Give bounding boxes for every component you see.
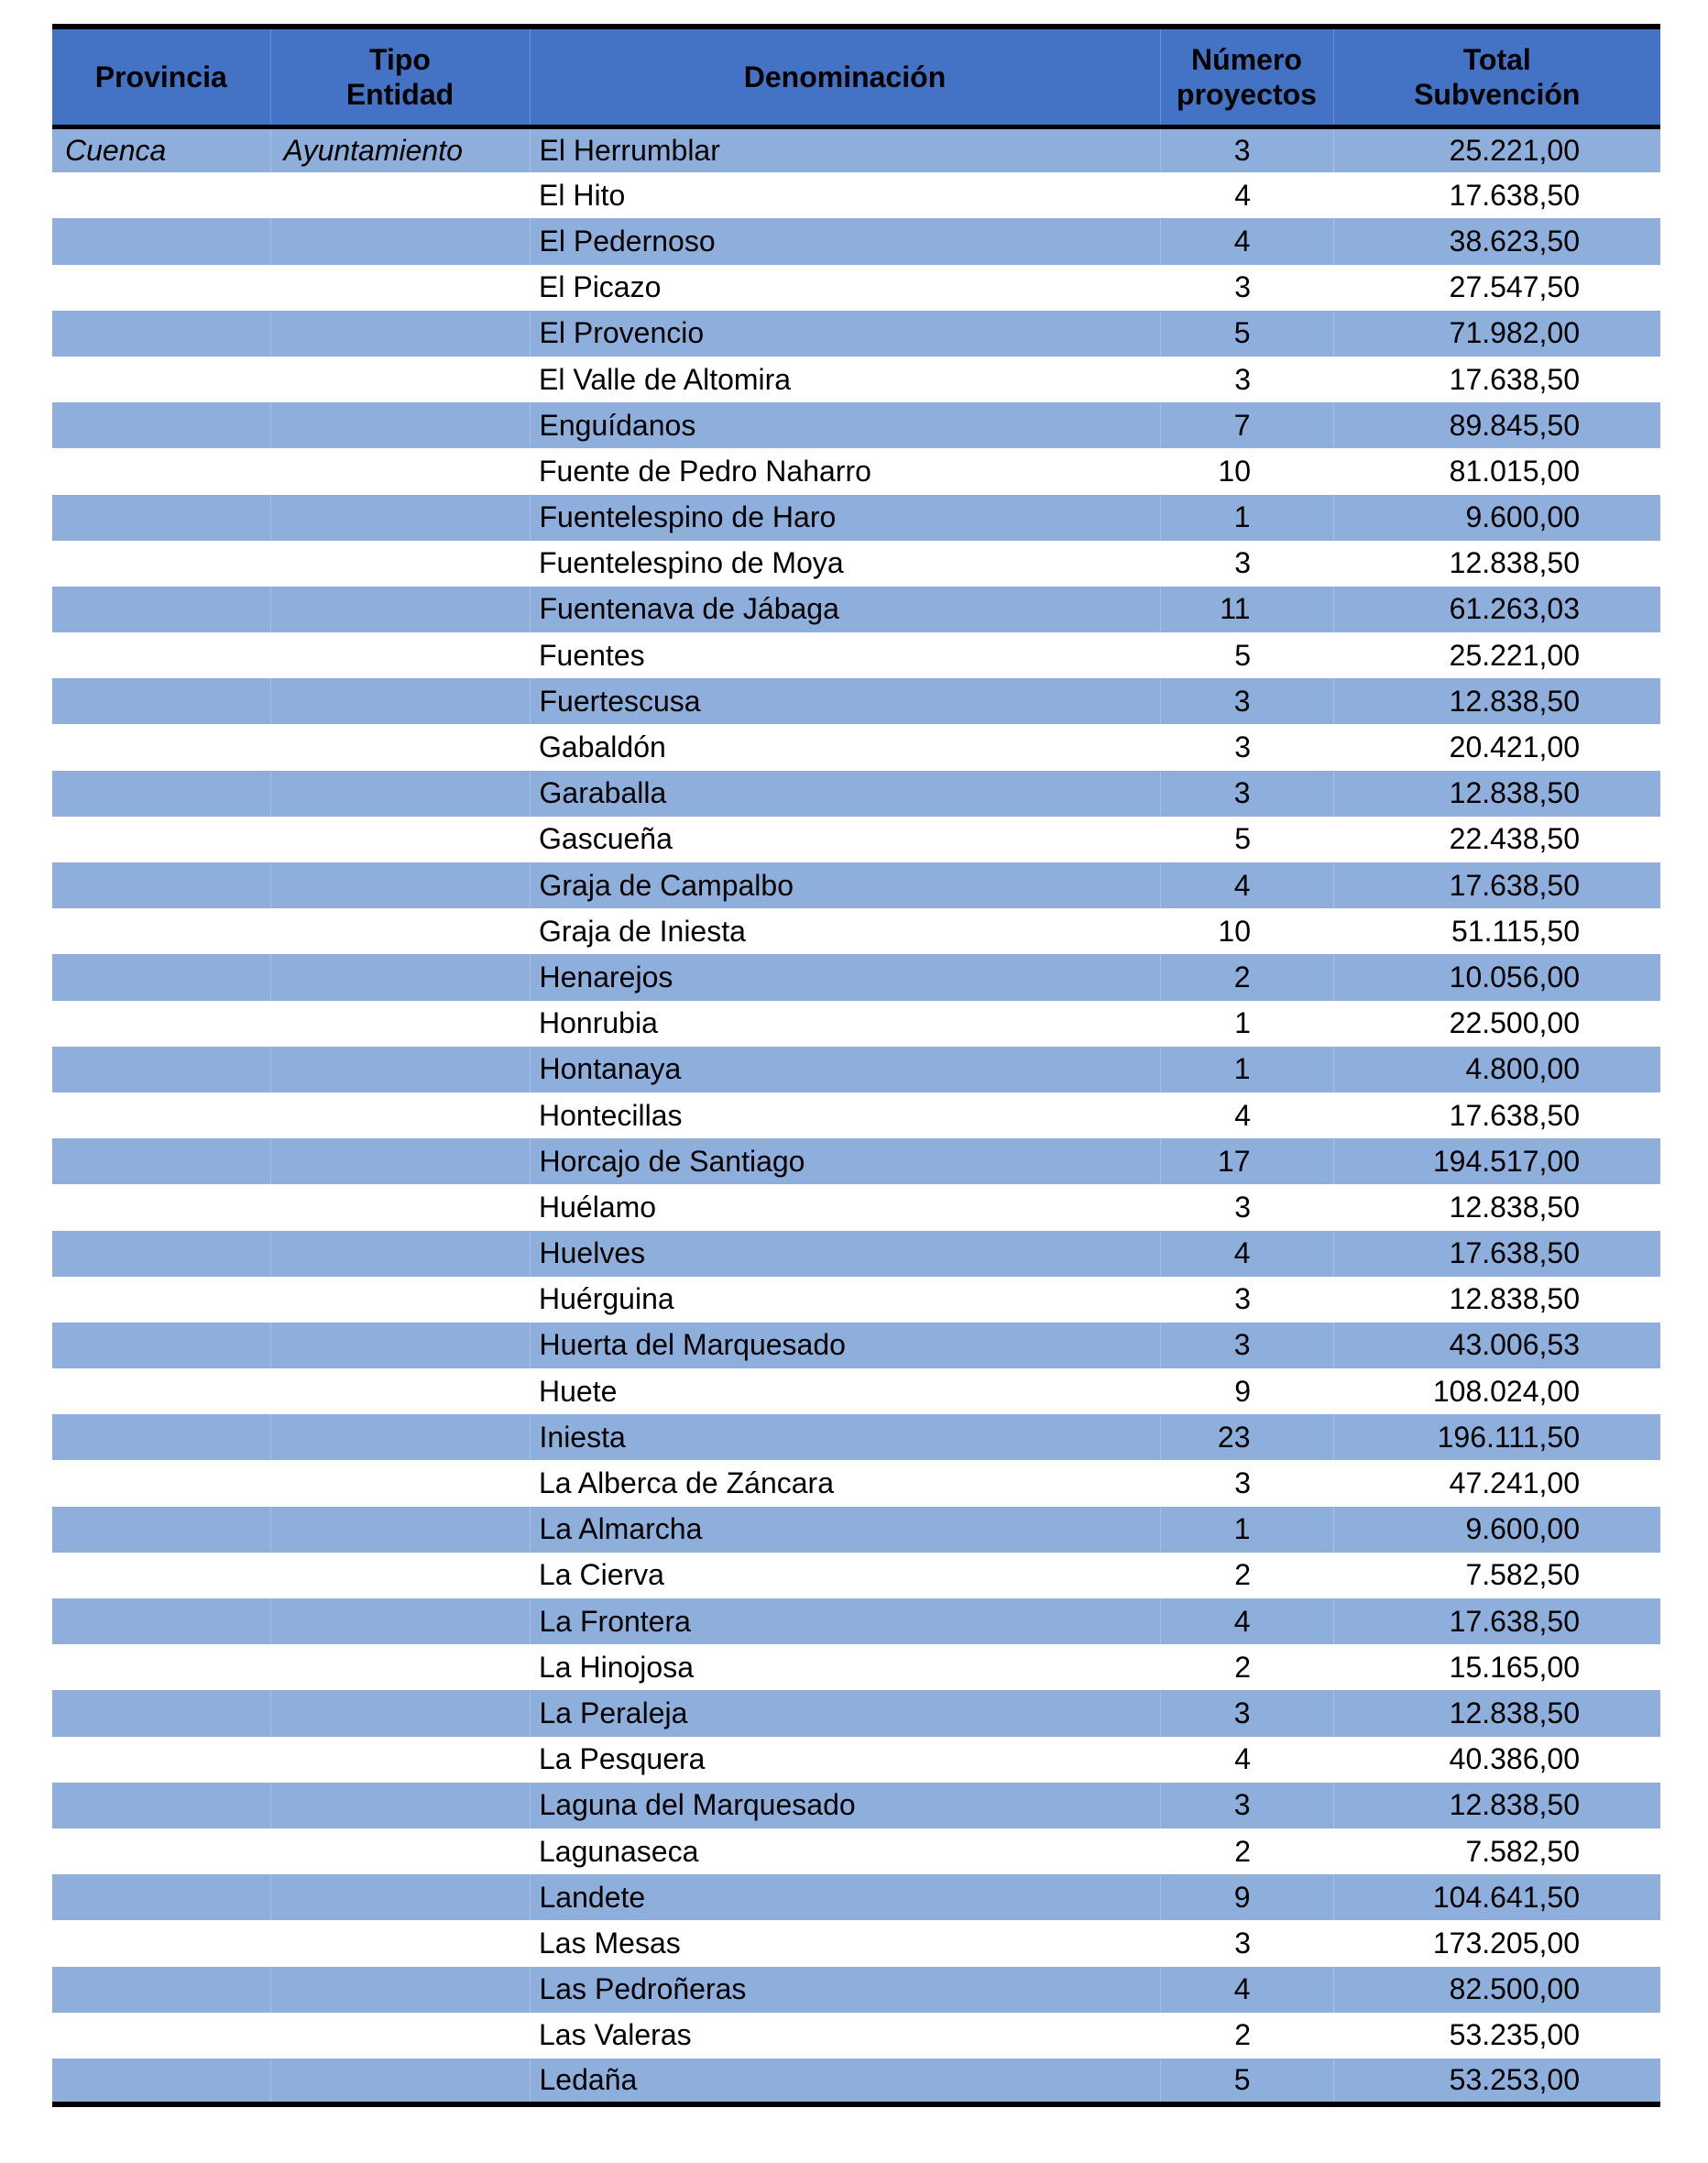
table-row — [52, 448, 1660, 494]
table-row — [52, 541, 1660, 587]
cell-tipo-entidad — [270, 402, 530, 448]
cell-total-subvencion: 7.582,50 — [1333, 1553, 1660, 1598]
cell-numero-proyectos: 4 — [1160, 1598, 1333, 1644]
table-row — [52, 1828, 1660, 1874]
cell-total-subvencion: 173.205,00 — [1333, 1920, 1660, 1966]
cell-tipo-entidad — [270, 311, 530, 357]
cell-tipo-entidad — [270, 724, 530, 770]
cell-denominacion: Las Valeras — [530, 2013, 1160, 2059]
cell-denominacion: La Peraleja — [530, 1690, 1160, 1736]
cell-numero-proyectos: 1 — [1160, 495, 1333, 541]
cell-provincia — [52, 954, 270, 1000]
cell-total-subvencion: 4.800,00 — [1333, 1047, 1660, 1092]
cell-provincia — [52, 1277, 270, 1323]
cell-numero-proyectos: 2 — [1160, 1553, 1333, 1598]
cell-tipo-entidad — [270, 1783, 530, 1828]
table-row — [52, 678, 1660, 724]
cell-provincia — [52, 1138, 270, 1184]
cell-total-subvencion: 43.006,53 — [1333, 1323, 1660, 1368]
table-row — [52, 1368, 1660, 1414]
cell-denominacion: Gascueña — [530, 817, 1160, 862]
cell-denominacion: Huete — [530, 1368, 1160, 1414]
table-row — [52, 1783, 1660, 1828]
table-row — [52, 1644, 1660, 1690]
cell-provincia — [52, 495, 270, 541]
table-row — [52, 172, 1660, 218]
cell-total-subvencion: 17.638,50 — [1333, 172, 1660, 218]
cell-total-subvencion: 9.600,00 — [1333, 1507, 1660, 1553]
cell-denominacion: La Almarcha — [530, 1507, 1160, 1553]
cell-tipo-entidad — [270, 1231, 530, 1277]
table-row — [52, 1507, 1660, 1553]
cell-numero-proyectos: 4 — [1160, 218, 1333, 264]
cell-tipo-entidad — [270, 172, 530, 218]
cell-provincia — [52, 587, 270, 632]
cell-denominacion: La Hinojosa — [530, 1644, 1160, 1690]
table-row — [52, 817, 1660, 862]
cell-provincia — [52, 1967, 270, 2013]
table-row — [52, 1690, 1660, 1736]
cell-numero-proyectos: 3 — [1160, 1920, 1333, 1966]
table-row — [52, 1231, 1660, 1277]
cell-numero-proyectos: 4 — [1160, 172, 1333, 218]
header-row — [52, 27, 1660, 126]
cell-total-subvencion: 81.015,00 — [1333, 448, 1660, 494]
table-row — [52, 1553, 1660, 1598]
cell-provincia — [52, 724, 270, 770]
cell-denominacion: Enguídanos — [530, 402, 1160, 448]
cell-total-subvencion: 38.623,50 — [1333, 218, 1660, 264]
cell-provincia — [52, 1920, 270, 1966]
subvenciones-table — [52, 24, 1660, 2107]
cell-total-subvencion: 17.638,50 — [1333, 1598, 1660, 1644]
cell-total-subvencion: 25.221,00 — [1333, 632, 1660, 678]
cell-provincia — [52, 632, 270, 678]
cell-tipo-entidad — [270, 1553, 530, 1598]
table-row — [52, 1047, 1660, 1092]
cell-provincia — [52, 862, 270, 908]
cell-numero-proyectos: 3 — [1160, 1184, 1333, 1230]
header-numero-proyectos: Número proyectos — [1160, 27, 1333, 126]
table-row — [52, 2059, 1660, 2104]
cell-numero-proyectos: 5 — [1160, 817, 1333, 862]
table-body — [52, 126, 1660, 2104]
cell-denominacion: Las Mesas — [530, 1920, 1160, 1966]
cell-total-subvencion: 17.638,50 — [1333, 357, 1660, 402]
cell-denominacion: Honrubia — [530, 1001, 1160, 1047]
cell-denominacion: Henarejos — [530, 954, 1160, 1000]
cell-tipo-entidad — [270, 1598, 530, 1644]
cell-provincia — [52, 1828, 270, 1874]
cell-tipo-entidad — [270, 1874, 530, 1920]
cell-numero-proyectos: 3 — [1160, 724, 1333, 770]
cell-tipo-entidad — [270, 1323, 530, 1368]
cell-tipo-entidad — [270, 265, 530, 311]
cell-tipo-entidad — [270, 1920, 530, 1966]
cell-denominacion: Fuente de Pedro Naharro — [530, 448, 1160, 494]
cell-tipo-entidad — [270, 357, 530, 402]
cell-total-subvencion: 12.838,50 — [1333, 1277, 1660, 1323]
cell-denominacion: Iniesta — [530, 1414, 1160, 1460]
cell-denominacion: Huélamo — [530, 1184, 1160, 1230]
table-row — [52, 311, 1660, 357]
cell-numero-proyectos: 3 — [1160, 1277, 1333, 1323]
cell-tipo-entidad — [270, 1047, 530, 1092]
cell-tipo-entidad — [270, 2059, 530, 2104]
table-row — [52, 1874, 1660, 1920]
cell-denominacion: Hontanaya — [530, 1047, 1160, 1092]
cell-numero-proyectos: 3 — [1160, 126, 1333, 172]
cell-tipo-entidad — [270, 541, 530, 587]
cell-numero-proyectos: 3 — [1160, 357, 1333, 402]
cell-total-subvencion: 10.056,00 — [1333, 954, 1660, 1000]
table-row — [52, 908, 1660, 954]
cell-total-subvencion: 22.438,50 — [1333, 817, 1660, 862]
cell-numero-proyectos: 4 — [1160, 1231, 1333, 1277]
cell-provincia — [52, 1598, 270, 1644]
table-row — [52, 587, 1660, 632]
table-row — [52, 265, 1660, 311]
cell-provincia — [52, 678, 270, 724]
cell-total-subvencion: 108.024,00 — [1333, 1368, 1660, 1414]
cell-denominacion: Huerta del Marquesado — [530, 1323, 1160, 1368]
cell-tipo-entidad — [270, 1507, 530, 1553]
cell-denominacion: Las Pedroñeras — [530, 1967, 1160, 2013]
cell-numero-proyectos: 23 — [1160, 1414, 1333, 1460]
cell-provincia — [52, 1553, 270, 1598]
table-row — [52, 1598, 1660, 1644]
cell-numero-proyectos: 9 — [1160, 1368, 1333, 1414]
cell-provincia — [52, 1507, 270, 1553]
cell-tipo-entidad — [270, 1138, 530, 1184]
cell-numero-proyectos: 5 — [1160, 2059, 1333, 2104]
cell-denominacion: Fuentes — [530, 632, 1160, 678]
cell-tipo-entidad: Ayuntamiento — [270, 126, 530, 172]
cell-provincia — [52, 2013, 270, 2059]
cell-total-subvencion: 12.838,50 — [1333, 541, 1660, 587]
cell-tipo-entidad — [270, 1737, 530, 1783]
cell-numero-proyectos: 1 — [1160, 1047, 1333, 1092]
cell-provincia — [52, 172, 270, 218]
cell-provincia — [52, 1737, 270, 1783]
table-row — [52, 218, 1660, 264]
header-denominacion: Denominación — [530, 27, 1160, 126]
cell-denominacion: El Valle de Altomira — [530, 357, 1160, 402]
cell-tipo-entidad — [270, 587, 530, 632]
cell-denominacion: El Picazo — [530, 265, 1160, 311]
table-row — [52, 1460, 1660, 1506]
cell-denominacion: Hontecillas — [530, 1092, 1160, 1138]
cell-provincia — [52, 1368, 270, 1414]
cell-total-subvencion: 53.235,00 — [1333, 2013, 1660, 2059]
cell-total-subvencion: 104.641,50 — [1333, 1874, 1660, 1920]
cell-provincia — [52, 817, 270, 862]
cell-total-subvencion: 53.253,00 — [1333, 2059, 1660, 2104]
cell-tipo-entidad — [270, 495, 530, 541]
cell-total-subvencion: 82.500,00 — [1333, 1967, 1660, 2013]
cell-numero-proyectos: 3 — [1160, 1690, 1333, 1736]
cell-tipo-entidad — [270, 1092, 530, 1138]
cell-denominacion: Gabaldón — [530, 724, 1160, 770]
cell-denominacion: Fuentenava de Jábaga — [530, 587, 1160, 632]
cell-tipo-entidad — [270, 954, 530, 1000]
cell-denominacion: La Pesquera — [530, 1737, 1160, 1783]
cell-denominacion: Fuentelespino de Haro — [530, 495, 1160, 541]
cell-tipo-entidad — [270, 908, 530, 954]
cell-denominacion: Fuentelespino de Moya — [530, 541, 1160, 587]
cell-total-subvencion: 12.838,50 — [1333, 771, 1660, 817]
cell-provincia — [52, 1783, 270, 1828]
cell-denominacion: El Provencio — [530, 311, 1160, 357]
cell-provincia — [52, 1184, 270, 1230]
cell-total-subvencion: 71.982,00 — [1333, 311, 1660, 357]
cell-numero-proyectos: 1 — [1160, 1001, 1333, 1047]
cell-denominacion: Laguna del Marquesado — [530, 1783, 1160, 1828]
cell-provincia — [52, 1874, 270, 1920]
cell-numero-proyectos: 3 — [1160, 1323, 1333, 1368]
cell-denominacion: Lagunaseca — [530, 1828, 1160, 1874]
cell-total-subvencion: 22.500,00 — [1333, 1001, 1660, 1047]
cell-provincia — [52, 402, 270, 448]
cell-numero-proyectos: 10 — [1160, 448, 1333, 494]
table-row — [52, 2013, 1660, 2059]
table-row — [52, 1277, 1660, 1323]
cell-total-subvencion: 89.845,50 — [1333, 402, 1660, 448]
cell-numero-proyectos: 7 — [1160, 402, 1333, 448]
header-total-subvencion: Total Subvención — [1333, 27, 1660, 126]
cell-tipo-entidad — [270, 1277, 530, 1323]
cell-tipo-entidad — [270, 1001, 530, 1047]
cell-denominacion: Horcajo de Santiago — [530, 1138, 1160, 1184]
cell-numero-proyectos: 5 — [1160, 632, 1333, 678]
cell-denominacion: El Hito — [530, 172, 1160, 218]
cell-total-subvencion: 12.838,50 — [1333, 678, 1660, 724]
table-row — [52, 495, 1660, 541]
table-row — [52, 357, 1660, 402]
cell-numero-proyectos: 3 — [1160, 1783, 1333, 1828]
table-row — [52, 954, 1660, 1000]
cell-total-subvencion: 15.165,00 — [1333, 1644, 1660, 1690]
cell-tipo-entidad — [270, 1414, 530, 1460]
table-row — [52, 1138, 1660, 1184]
cell-numero-proyectos: 2 — [1160, 2013, 1333, 2059]
cell-denominacion: Graja de Campalbo — [530, 862, 1160, 908]
table-row — [52, 1737, 1660, 1783]
cell-provincia — [52, 541, 270, 587]
cell-provincia — [52, 771, 270, 817]
cell-total-subvencion: 17.638,50 — [1333, 862, 1660, 908]
cell-numero-proyectos: 4 — [1160, 1737, 1333, 1783]
cell-provincia — [52, 908, 270, 954]
cell-denominacion: La Frontera — [530, 1598, 1160, 1644]
cell-provincia: Cuenca — [52, 126, 270, 172]
table-row — [52, 402, 1660, 448]
cell-total-subvencion: 47.241,00 — [1333, 1460, 1660, 1506]
cell-tipo-entidad — [270, 218, 530, 264]
cell-denominacion: Garaballa — [530, 771, 1160, 817]
cell-total-subvencion: 61.263,03 — [1333, 587, 1660, 632]
cell-total-subvencion: 25.221,00 — [1333, 126, 1660, 172]
cell-denominacion: Graja de Iniesta — [530, 908, 1160, 954]
cell-provincia — [52, 1047, 270, 1092]
cell-provincia — [52, 448, 270, 494]
cell-numero-proyectos: 3 — [1160, 678, 1333, 724]
cell-provincia — [52, 1001, 270, 1047]
cell-tipo-entidad — [270, 632, 530, 678]
cell-denominacion: El Pedernoso — [530, 218, 1160, 264]
cell-tipo-entidad — [270, 448, 530, 494]
cell-provincia — [52, 1092, 270, 1138]
cell-tipo-entidad — [270, 2013, 530, 2059]
cell-numero-proyectos: 11 — [1160, 587, 1333, 632]
cell-numero-proyectos: 4 — [1160, 862, 1333, 908]
cell-numero-proyectos: 10 — [1160, 908, 1333, 954]
cell-numero-proyectos: 2 — [1160, 1828, 1333, 1874]
cell-total-subvencion: 51.115,50 — [1333, 908, 1660, 954]
cell-numero-proyectos: 2 — [1160, 1644, 1333, 1690]
cell-tipo-entidad — [270, 1690, 530, 1736]
cell-total-subvencion: 12.838,50 — [1333, 1690, 1660, 1736]
cell-total-subvencion: 9.600,00 — [1333, 495, 1660, 541]
cell-numero-proyectos: 5 — [1160, 311, 1333, 357]
cell-denominacion: La Cierva — [530, 1553, 1160, 1598]
cell-numero-proyectos: 17 — [1160, 1138, 1333, 1184]
cell-numero-proyectos: 1 — [1160, 1507, 1333, 1553]
cell-numero-proyectos: 4 — [1160, 1092, 1333, 1138]
cell-provincia — [52, 2059, 270, 2104]
cell-provincia — [52, 1644, 270, 1690]
cell-denominacion: El Herrumblar — [530, 126, 1160, 172]
cell-provincia — [52, 218, 270, 264]
table-row — [52, 1967, 1660, 2013]
table-row — [52, 1414, 1660, 1460]
cell-provincia — [52, 357, 270, 402]
table-row — [52, 1184, 1660, 1230]
header-tipo-entidad: Tipo Entidad — [270, 27, 530, 126]
cell-total-subvencion: 40.386,00 — [1333, 1737, 1660, 1783]
cell-numero-proyectos: 2 — [1160, 954, 1333, 1000]
cell-provincia — [52, 1460, 270, 1506]
table-row — [52, 862, 1660, 908]
cell-tipo-entidad — [270, 1828, 530, 1874]
cell-total-subvencion: 17.638,50 — [1333, 1092, 1660, 1138]
cell-numero-proyectos: 4 — [1160, 1967, 1333, 2013]
cell-tipo-entidad — [270, 1184, 530, 1230]
cell-denominacion: Huérguina — [530, 1277, 1160, 1323]
cell-tipo-entidad — [270, 862, 530, 908]
cell-total-subvencion: 12.838,50 — [1333, 1783, 1660, 1828]
table-row — [52, 632, 1660, 678]
cell-numero-proyectos: 3 — [1160, 771, 1333, 817]
cell-tipo-entidad — [270, 678, 530, 724]
table-row — [52, 1092, 1660, 1138]
cell-tipo-entidad — [270, 771, 530, 817]
cell-numero-proyectos: 3 — [1160, 265, 1333, 311]
cell-denominacion: La Alberca de Záncara — [530, 1460, 1160, 1506]
cell-provincia — [52, 1690, 270, 1736]
table-row — [52, 126, 1660, 172]
cell-numero-proyectos: 3 — [1160, 541, 1333, 587]
cell-total-subvencion: 7.582,50 — [1333, 1828, 1660, 1874]
cell-provincia — [52, 1231, 270, 1277]
cell-denominacion: Fuertescusa — [530, 678, 1160, 724]
cell-tipo-entidad — [270, 1644, 530, 1690]
header-provincia: Provincia — [52, 27, 270, 126]
cell-numero-proyectos: 9 — [1160, 1874, 1333, 1920]
cell-provincia — [52, 311, 270, 357]
cell-total-subvencion: 17.638,50 — [1333, 1231, 1660, 1277]
table-row — [52, 1323, 1660, 1368]
cell-provincia — [52, 265, 270, 311]
cell-denominacion: Landete — [530, 1874, 1160, 1920]
cell-numero-proyectos: 3 — [1160, 1460, 1333, 1506]
cell-denominacion: Ledaña — [530, 2059, 1160, 2104]
cell-tipo-entidad — [270, 817, 530, 862]
table-row — [52, 724, 1660, 770]
cell-provincia — [52, 1323, 270, 1368]
cell-provincia — [52, 1414, 270, 1460]
cell-total-subvencion: 12.838,50 — [1333, 1184, 1660, 1230]
cell-tipo-entidad — [270, 1967, 530, 2013]
table-row — [52, 1920, 1660, 1966]
cell-total-subvencion: 196.111,50 — [1333, 1414, 1660, 1460]
cell-denominacion: Huelves — [530, 1231, 1160, 1277]
cell-tipo-entidad — [270, 1460, 530, 1506]
table-row — [52, 771, 1660, 817]
table-row — [52, 1001, 1660, 1047]
cell-tipo-entidad — [270, 1368, 530, 1414]
table-header — [52, 27, 1660, 126]
cell-total-subvencion: 27.547,50 — [1333, 265, 1660, 311]
cell-total-subvencion: 20.421,00 — [1333, 724, 1660, 770]
cell-total-subvencion: 194.517,00 — [1333, 1138, 1660, 1184]
